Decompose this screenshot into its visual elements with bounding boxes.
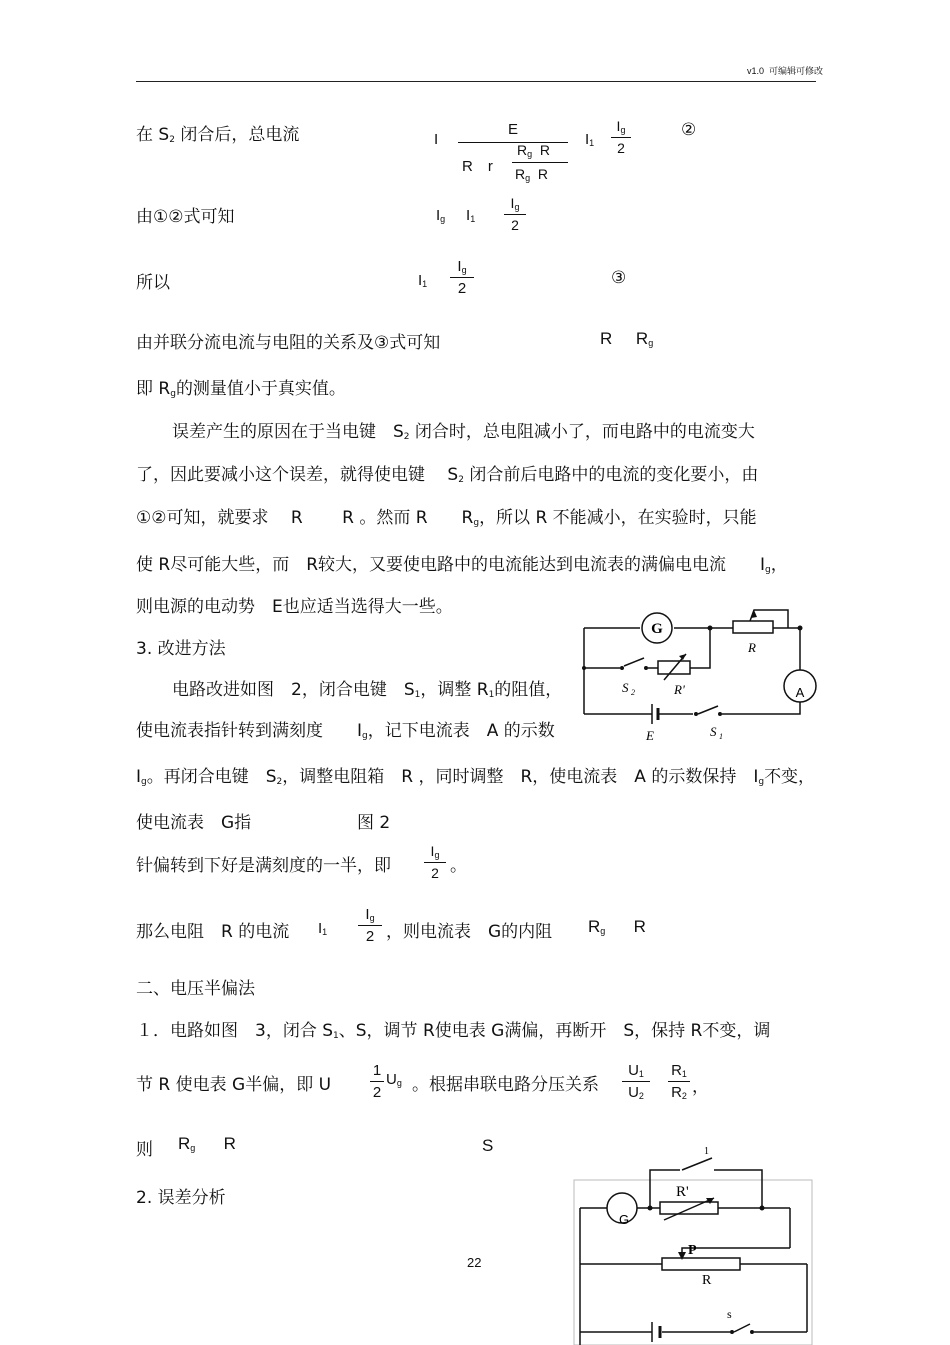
formula-I1-b: $I_1$ (418, 272, 428, 289)
voltage-line-3-S: S (482, 1136, 494, 1155)
fraction-R1-R2: $R_1$ $R_2$ (668, 1062, 690, 1101)
fraction-U1-U2: $U_1$ $U_2$ (622, 1062, 650, 1101)
formula-Ig-I1: $I_g$ $I_1$ (436, 207, 476, 224)
fraction-1-2: 1 2 (370, 1062, 384, 1101)
method-line-4: 使电流表 G指 (136, 813, 252, 833)
fraction-bar-inner (512, 162, 568, 163)
paragraph-line-3: ①②可知，就要求 R R 。然而 R $R_g$，所以 R 不能减小，在实验时，只能 (136, 508, 757, 528)
fraction-Ig-2-b: $I_g$ 2 (504, 195, 526, 233)
text-line-4: 由并联分流电流与电阻的关系及③式可知 (136, 333, 441, 353)
figure-2-caption: 图 2 (357, 813, 391, 833)
section-heading-3: 3. 改进方法 (136, 639, 226, 659)
formula-Ug: $U_g$ (386, 1071, 402, 1088)
equation-number-2: ② (681, 120, 697, 140)
svg-text:P: P (688, 1243, 697, 1258)
svg-text:A: A (795, 685, 805, 700)
svg-text:s: s (727, 1307, 732, 1321)
svg-text:1: 1 (719, 732, 723, 741)
paragraph-line-1: 误差产生的原因在于当电键 $S_2$ 闭合时，总电阻减小了，而电路中的电流变大 (172, 422, 755, 442)
equation-number-3: ③ (611, 268, 627, 288)
svg-text:G: G (651, 621, 663, 637)
formula-RgR-den: $R_g$ R (515, 166, 549, 183)
svg-text:R: R (702, 1273, 712, 1288)
formula-Rg-R: $R_g$ R (588, 917, 646, 936)
formula-Rr: R r (462, 158, 493, 175)
voltage-line-2c: ， (692, 1077, 709, 1097)
method-line-3: $I_g$。再闭合电键 $S_2$，调整电阻箱 R ，同时调整 R，使电流表 A 的示数保持 $I_g$不变， (136, 767, 816, 787)
method-line-6b: ，则电流表 G的内阻 (386, 922, 553, 942)
svg-text:G: G (618, 1212, 630, 1227)
formula-E: E (508, 121, 519, 138)
svg-text:R': R' (674, 682, 685, 697)
method-line-6: 那么电阻 R 的电流 (136, 922, 290, 942)
fraction-bar-main (458, 142, 568, 143)
method-line-1: 电路改进如图 2，闭合电键 $S_1$，调整 $R_1$的阻值， (172, 680, 563, 700)
paragraph-line-5: 则电源的电动势 E也应适当选得大一些。 (136, 597, 453, 617)
text-line-1: 在 $S_2$ 闭合后，总电流 (136, 125, 300, 145)
text-line-5: 即 $R_g$的测量值小于真实值。 (136, 379, 346, 399)
formula-I1: $I_1$ (585, 131, 595, 148)
method-line-5: 针偏转到下好是满刻度的一半，即 (136, 856, 391, 876)
fraction-Ig-2-c: $I_g$ 2 (450, 258, 474, 297)
header-rule (136, 81, 816, 82)
figure-3-circuit (572, 1140, 817, 1345)
svg-text:2: 2 (631, 688, 635, 697)
fraction-Ig-2-e: $I_g$ 2 (358, 906, 382, 945)
fraction-Ig-2-a: $I_g$ 2 (611, 118, 631, 156)
voltage-line-2: 节 R 使电表 G半偏，即 U (136, 1075, 332, 1095)
text-line-3: 所以 (136, 273, 170, 293)
method-line-5-end: 。 (450, 856, 467, 876)
text-line-2: 由①②式可知 (136, 207, 235, 227)
method-line-2: 使电流表指针转到满刻度 $I_g$，记下电流表 A 的示数 (136, 721, 555, 741)
svg-text:1: 1 (704, 1146, 709, 1157)
voltage-line-3: 则 (136, 1140, 153, 1160)
header-note: v1.0 可编辑可修改 (747, 66, 824, 76)
fraction-Ig-2-d: $I_g$ 2 (424, 843, 446, 881)
svg-text:S: S (622, 680, 629, 695)
svg-text:E: E (646, 728, 654, 743)
voltage-line-2b: 。根据串联电路分压关系 (412, 1075, 599, 1095)
voltage-line-4: 2. 误差分析 (136, 1188, 226, 1208)
formula-I: I (434, 131, 439, 148)
formula-RgR-num: $R_g$ R (517, 142, 551, 159)
formula-Rg-R-b: $R_g$ R (178, 1134, 236, 1153)
svg-text:R': R' (676, 1184, 689, 1200)
formula-I1-c: $I_1$ (318, 920, 328, 937)
section-heading-voltage: 二、电压半偏法 (136, 979, 255, 999)
svg-text:R: R (748, 640, 756, 655)
figure-2-circuit (578, 608, 823, 748)
page-number: 22 (467, 1255, 482, 1270)
paragraph-line-4: 使 R尽可能大些，而 R较大，又要使电路中的电流能达到电流表的满偏电电流 $I_g$， (136, 555, 788, 575)
svg-text:S: S (710, 724, 717, 739)
voltage-line-1: １．电路如图 3，闭合 $S_1$、S，调节 R使电表 G满偏，再断开 S，保持 R不变，调 (136, 1021, 771, 1041)
formula-R-Rg: R $R_g$ (600, 329, 654, 348)
paragraph-line-2: 了，因此要减小这个误差，就得使电键 $S_2$ 闭合前后电路中的电流的变化要小，由 (136, 465, 759, 485)
